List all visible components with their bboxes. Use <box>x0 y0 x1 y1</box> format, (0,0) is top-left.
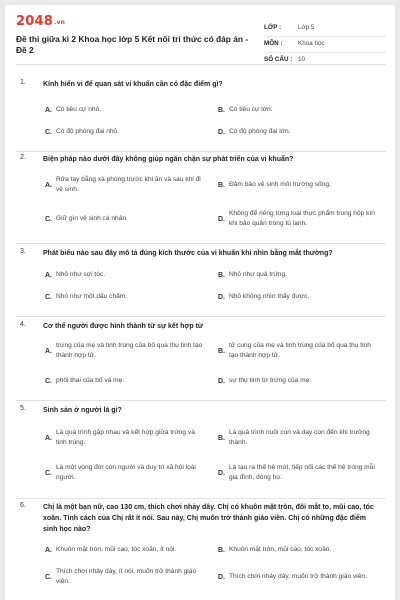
answer-option-d[interactable]: D. Có độ phóng đại lớn. <box>218 128 291 136</box>
answer-option-b[interactable]: B. Có tiêu cự lớn. <box>218 106 273 114</box>
info-row-subject <box>264 37 386 53</box>
answer-option-a[interactable]: A. Rửa tay bằng xà phòng trước khi ăn và sau khi đi vệ sinh. <box>45 176 201 193</box>
answer-option-a[interactable]: A. trứng của mẹ và tinh trùng của bố qua thụ tinh tạo thành hợp tử. <box>45 342 203 359</box>
answer-option-c[interactable]: C. Thích chơi nhảy dây, ít nói, muốn trở thành giáo viên. <box>45 568 197 585</box>
question-stem: Biện pháp nào dưới đây không giúp ngăn chặn sự phát triển của vi khuẩn? <box>43 156 294 163</box>
answer-option-a[interactable]: A. Khuôn mặt tròn, mũi cao, tóc xoăn, ít nói. <box>45 546 177 554</box>
question-stem: Phát biểu nào sau đây mô tả đúng kích thước của vi khuẩn khi nhìn bằng mắt thường? <box>43 250 333 257</box>
answer-option-a[interactable]: A. Nhỏ như sợi tóc. <box>45 271 106 279</box>
worksheet-header <box>16 14 386 65</box>
question-number: 3. <box>20 248 26 255</box>
answer-option-c[interactable]: C. Nhỏ như một dấu chấm. <box>45 293 128 301</box>
info-label: MÔN : <box>264 40 283 47</box>
info-label: SỐ CÂU : <box>264 56 293 63</box>
answer-option-d[interactable]: D. Nhỏ không nhìn thấy được. <box>218 293 310 301</box>
question-item <box>16 405 386 499</box>
answer-option-b[interactable]: B. Khuôn mặt tròn, mũi cao, tóc xoăn. <box>218 546 332 554</box>
info-label: LỚP : <box>264 24 282 31</box>
question-number: 6. <box>20 502 26 509</box>
question-stem: Cơ thể người được hình thành từ sự kết hợp từ <box>43 323 203 330</box>
question-item <box>16 502 386 600</box>
question-item <box>16 321 386 401</box>
exam-info-table <box>264 21 386 68</box>
question-number: 1. <box>20 79 26 86</box>
info-value: 10 <box>298 56 306 63</box>
question-number: 2. <box>20 154 26 161</box>
info-row-grade <box>264 21 386 37</box>
answer-option-d[interactable]: D. sự thụ tinh từ trứng của mẹ. <box>218 377 312 385</box>
answer-option-d[interactable]: D. Là tạo ra thế hệ mới, tiếp nối các thế hệ trong mỗi gia đình, dòng họ. <box>218 464 375 481</box>
answer-option-a[interactable]: A. Là quá trình gặp nhau và kết hợp giữa trứng và tinh trùng. <box>45 429 195 446</box>
info-value: Khoa học <box>298 40 325 47</box>
question-number: 5. <box>20 405 26 412</box>
answer-option-b[interactable]: B. Là quá trình nuôi con và dạy con đến khi trưởng thành. <box>218 429 370 446</box>
answer-option-b[interactable]: B. tử cung của mẹ và tinh trùng của bố qua thụ tinh tạo thành hợp tử. <box>218 342 371 359</box>
page-title: Đề thi giữa kì 2 Khoa học lớp 5 Kết nối tri thức có đáp án - Đề 2 <box>16 34 249 55</box>
answer-option-d[interactable]: D. Không để riêng từng loại thực phẩm trong hộp kín khi bảo quản trong tủ lạnh. <box>218 210 375 227</box>
site-logo[interactable]: 2048.vn <box>16 14 66 29</box>
worksheet-page <box>5 5 395 600</box>
question-stem: Chị là một bạn nữ, cao 130 cm, thích chơi nhảy dây. Chị có khuôn mặt tròn, đôi mắt to, mũi cao, tóc xoăn. Tính cách của Chị rất ít nói. Sau này, Chị muốn trở thành giáo viên. Chị có những đặc điểm sinh học nào? <box>43 504 374 533</box>
question-item <box>16 248 386 317</box>
info-value: Lớp 5 <box>298 24 315 31</box>
answer-option-b[interactable]: B. Nhỏ như quả trứng. <box>218 271 287 279</box>
answer-option-b[interactable]: B. Đảm bảo vệ sinh môi trường sống. <box>218 181 331 189</box>
answer-option-c[interactable]: C. Giữ gìn vệ sinh cá nhân. <box>45 215 128 223</box>
question-stem: Sinh sản ở người là gì? <box>43 407 122 414</box>
answer-option-c[interactable]: C. Là một vòng đời con người và duy trì xã hội loài người. <box>45 464 196 481</box>
answer-option-a[interactable]: A. Có tiêu cự nhỏ. <box>45 106 102 114</box>
question-stem: Kính hiển vi để quan sát vi khuẩn cần có đặc điểm gì? <box>43 81 223 88</box>
answer-option-c[interactable]: C. Có độ phóng đại nhỏ. <box>45 128 120 136</box>
answer-option-d[interactable]: D. Thích chơi nhảy dây, muốn trở thành giáo viên. <box>218 573 367 581</box>
answer-option-c[interactable]: C. phôi thai của bố và mẹ. <box>45 377 125 385</box>
question-item <box>16 79 386 152</box>
question-number: 4. <box>20 321 26 328</box>
info-row-question-count <box>264 53 386 68</box>
question-item <box>16 154 386 244</box>
